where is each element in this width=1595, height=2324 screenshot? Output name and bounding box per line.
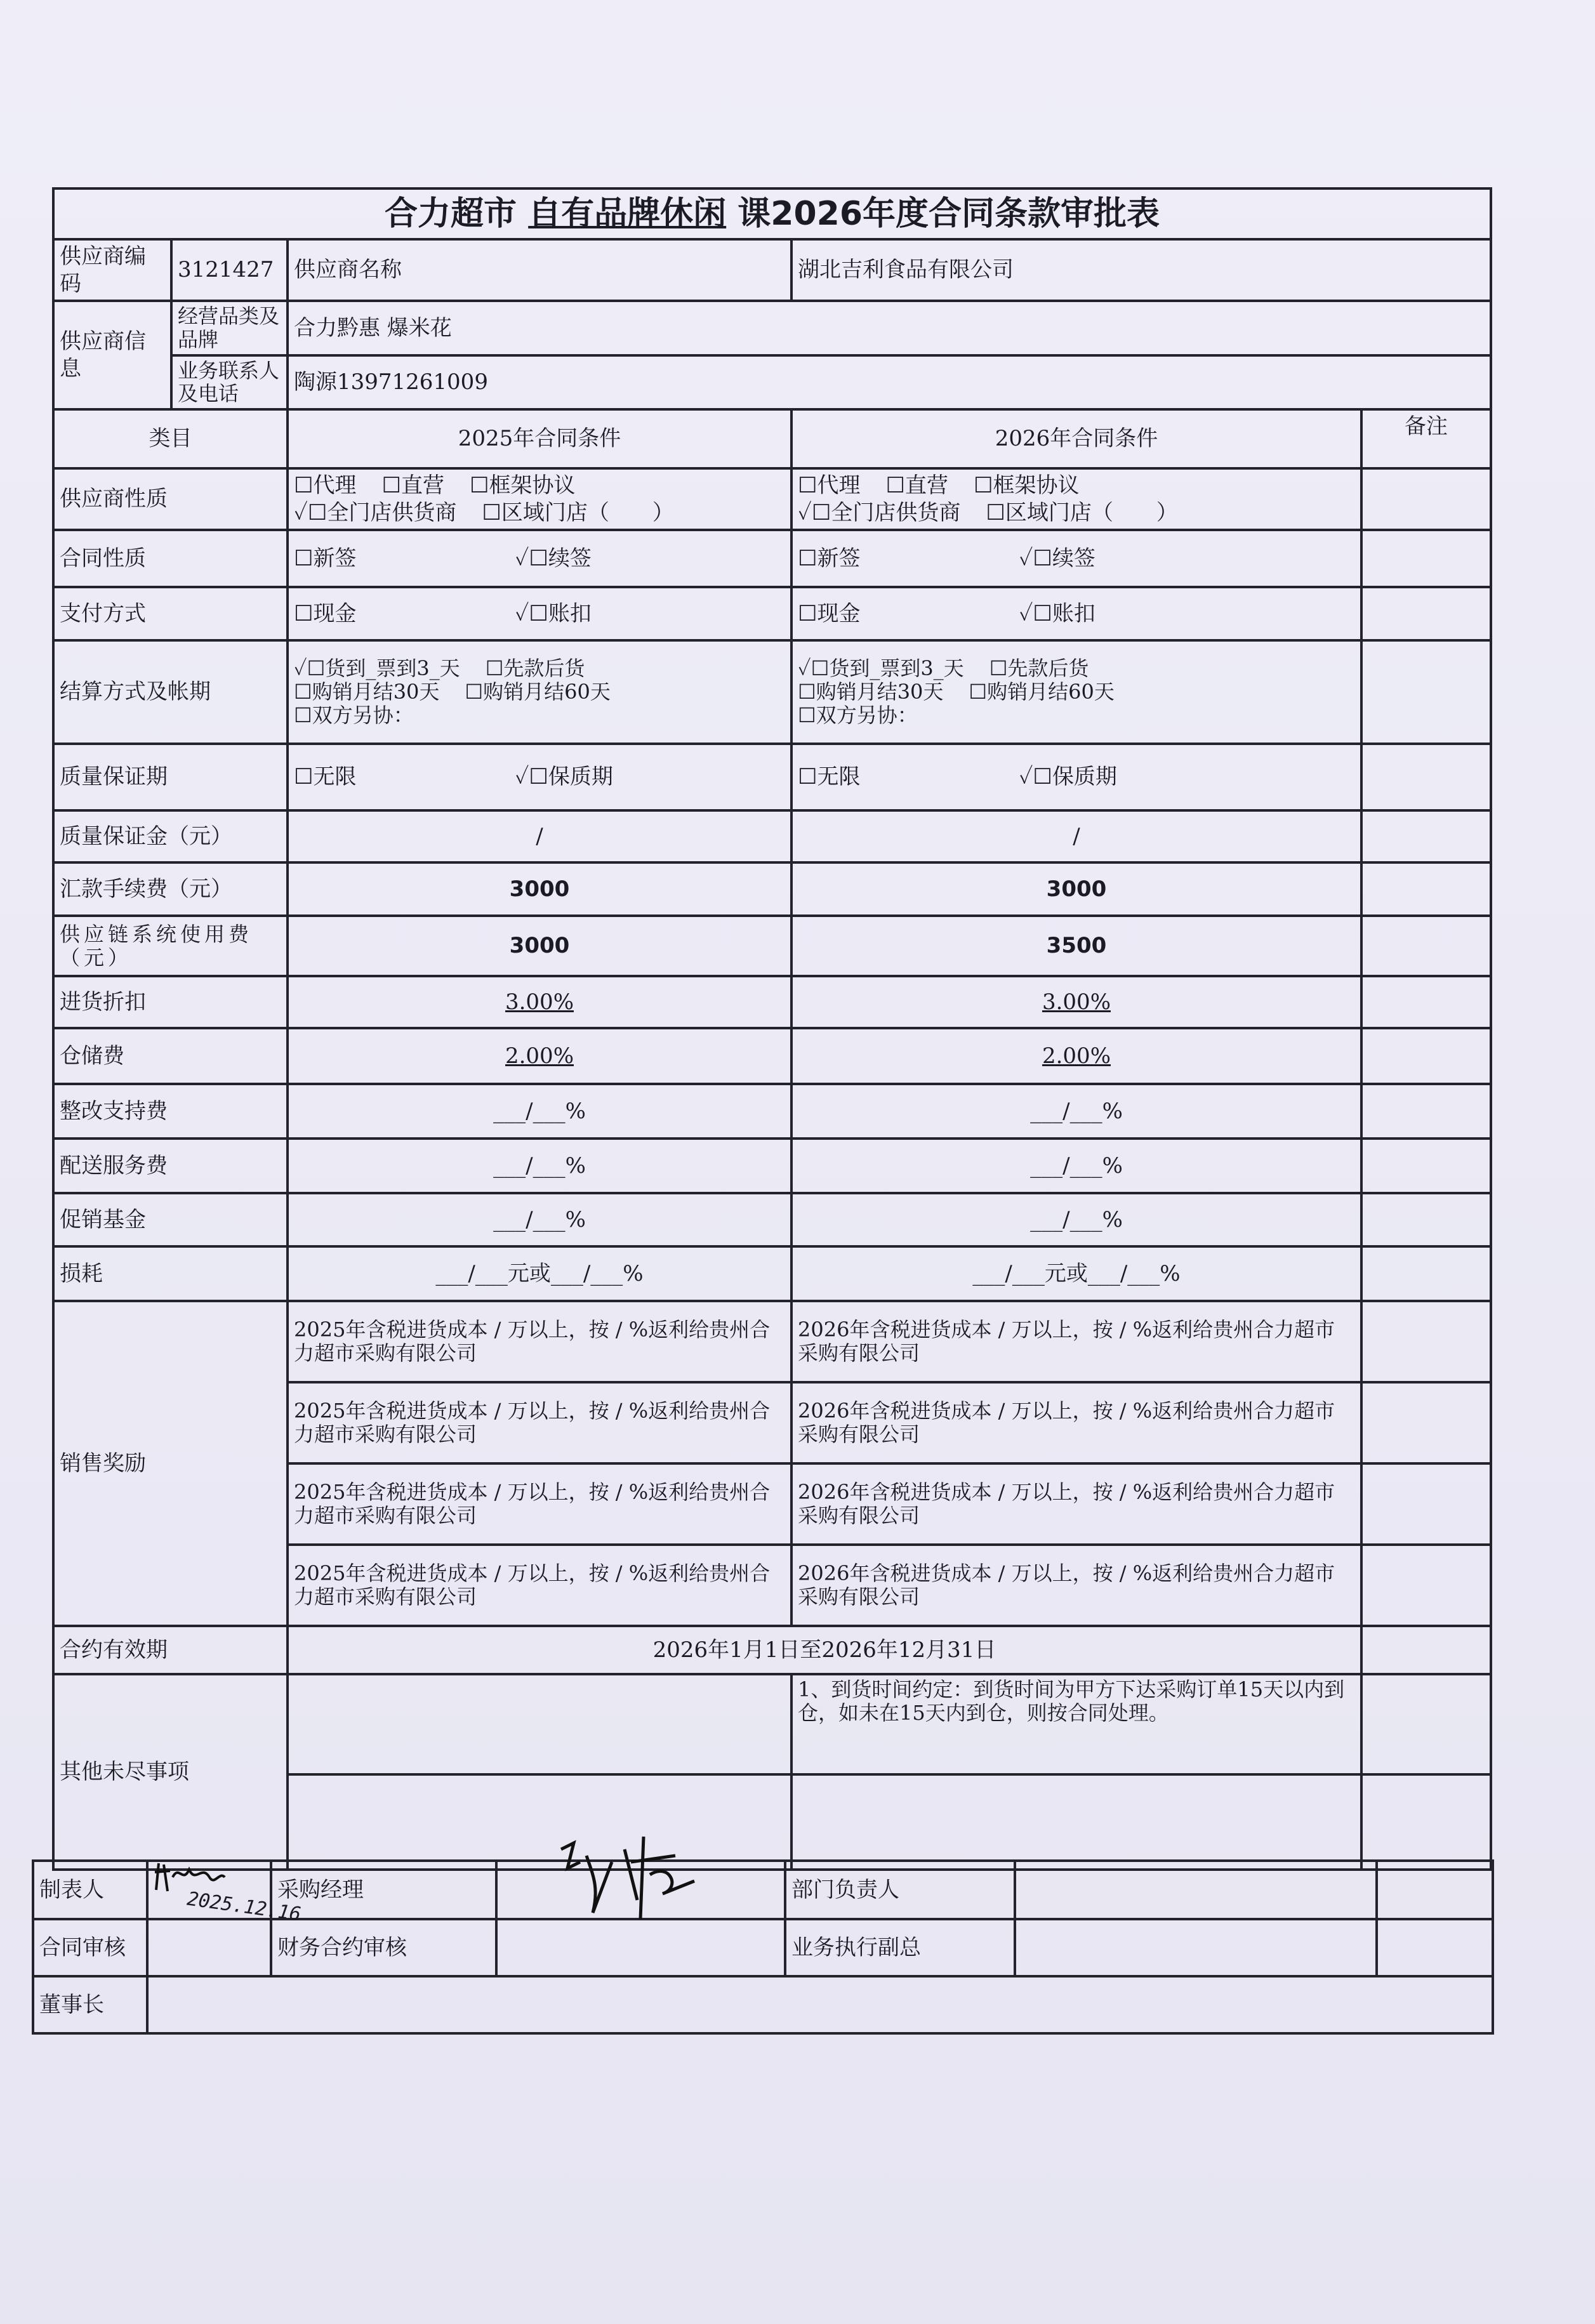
option-month-60[interactable]: ☐购销月结60天 [969, 680, 1115, 704]
quality-label: 质量保证期 [53, 744, 288, 810]
sales-tier-2026[interactable]: 2026年含税进货成本 / 万以上，按 / %返利给贵州合力超市采购有限公司 [791, 1382, 1361, 1463]
validity-value[interactable]: 2026年1月1日至2026年12月31日 [288, 1626, 1361, 1674]
contract-review-label: 合同审核 [33, 1919, 147, 1976]
deposit-2025[interactable]: / [288, 810, 791, 862]
discount-2026[interactable]: 3.00% [791, 976, 1361, 1028]
option-shelf-life[interactable]: ✓☐保质期 [515, 764, 613, 790]
brand-label: 经营品类及品牌 [171, 301, 288, 355]
nature-2025 [288, 468, 791, 530]
vp-signature[interactable] [1015, 1919, 1377, 1976]
nature-label: 供应商性质 [53, 468, 288, 530]
system-fee-2025[interactable]: 3000 [288, 916, 791, 976]
purchase-manager-signature[interactable] [496, 1861, 785, 1919]
remark-cell [1361, 916, 1491, 976]
option-deduct[interactable]: ✓☐账扣 [1019, 600, 1095, 626]
promo-fund-2025[interactable]: ___/___% [288, 1193, 791, 1246]
delivery-fee-label: 配送服务费 [53, 1139, 288, 1193]
form-title [53, 188, 1491, 239]
purchase-manager-label: 采购经理 [271, 1861, 496, 1919]
storage-2025[interactable]: 2.00% [288, 1028, 791, 1084]
supplier-info-label: 供应商信息 [53, 301, 171, 409]
remit-fee-2025[interactable]: 3000 [288, 862, 791, 916]
delivery-fee-2025[interactable]: ___/___% [288, 1139, 791, 1193]
supplier-code-label: 供应商编码 [53, 239, 171, 301]
promo-fund-2026[interactable]: ___/___% [791, 1193, 1361, 1246]
option-agent[interactable]: ☐代理 [798, 473, 861, 499]
option-framework[interactable]: ☐框架协议 [469, 473, 576, 499]
title-suffix: 课2026年度合同条款审批表 [738, 194, 1160, 233]
delivery-fee-2026[interactable]: ___/___% [791, 1139, 1361, 1193]
other-matters-label: 其他未尽事项 [53, 1674, 288, 1870]
rectify-fee-2025[interactable]: ___/___% [288, 1084, 791, 1139]
remark-cell [1361, 1028, 1491, 1084]
option-renew[interactable]: ✓☐续签 [1019, 545, 1095, 571]
option-negotiate[interactable]: ☐双方另协： [798, 703, 918, 728]
storage-label: 仓储费 [53, 1028, 288, 1084]
payment-label: 支付方式 [53, 587, 288, 640]
title-prefix: 合力超市 [385, 194, 517, 233]
maker-signature[interactable] [147, 1861, 303, 1926]
title-dept: 自有品牌休闲 [528, 194, 727, 233]
contact-value: 陶源13971261009 [288, 355, 1491, 410]
option-unlimited[interactable]: ☐无限 [798, 764, 861, 790]
option-framework[interactable]: ☐框架协议 [973, 473, 1080, 499]
option-cash[interactable]: ☐现金 [798, 600, 861, 626]
supplier-name: 湖北吉利食品有限公司 [791, 239, 1491, 301]
header-2026: 2026年合同条件 [791, 409, 1361, 468]
option-all-stores[interactable]: ✓☐全门店供货商 [294, 499, 457, 525]
dept-head-signature[interactable] [1015, 1861, 1377, 1919]
remark-cell [1361, 1382, 1491, 1463]
brand-value: 合力黔惠 爆米花 [288, 301, 1491, 355]
option-regional[interactable]: ☐区域门店（ ） [482, 499, 674, 525]
remark-cell [1361, 1301, 1491, 1382]
option-direct[interactable]: ☐直营 [381, 473, 444, 499]
remark-cell [1361, 810, 1491, 862]
remark-cell [1361, 1193, 1491, 1246]
option-invoice-days[interactable]: ✓☐货到_票到3_天 [294, 656, 460, 681]
remark-cell [1361, 1463, 1491, 1545]
option-cash[interactable]: ☐现金 [294, 600, 357, 626]
remark-cell [1361, 1674, 1491, 1774]
finance-review-label: 财务合约审核 [271, 1919, 496, 1976]
promo-fund-label: 促销基金 [53, 1193, 288, 1246]
option-shelf-life[interactable]: ✓☐保质期 [1019, 764, 1117, 790]
option-month-30[interactable]: ☐购销月结30天 [798, 680, 944, 704]
system-fee-2026[interactable]: 3500 [791, 916, 1361, 976]
manager-signature-scribble [548, 1824, 713, 1938]
remark-cell [1361, 1545, 1491, 1626]
remark-cell [1361, 1626, 1491, 1674]
deposit-label: 质量保证金（元） [53, 810, 288, 862]
signoff-table [32, 1859, 1494, 2035]
contract-review-signature[interactable] [147, 1919, 271, 1976]
settle-label: 结算方式及帐期 [53, 640, 288, 744]
sales-tier-2025[interactable]: 2025年含税进货成本 / 万以上，按 / %返利给贵州合力超市采购有限公司 [288, 1382, 791, 1463]
loss-2025[interactable]: ___/___元或___/___% [288, 1246, 791, 1301]
other-2025[interactable] [288, 1674, 791, 1774]
vp-label: 业务执行副总 [785, 1919, 1015, 1976]
header-category: 类目 [53, 409, 288, 468]
option-month-30[interactable]: ☐购销月结30天 [294, 680, 440, 704]
remark-cell [1377, 1919, 1493, 1976]
option-all-stores[interactable]: ✓☐全门店供货商 [798, 499, 961, 525]
remit-fee-2026[interactable]: 3000 [791, 862, 1361, 916]
discount-label: 进货折扣 [53, 976, 288, 1028]
other-2026-extra[interactable] [791, 1774, 1361, 1870]
remark-cell [1361, 862, 1491, 916]
remark-cell [1361, 976, 1491, 1028]
sales-tier-2025[interactable]: 2025年含税进货成本 / 万以上，按 / %返利给贵州合力超市采购有限公司 [288, 1463, 791, 1545]
deposit-2026[interactable]: / [791, 810, 1361, 862]
option-new[interactable]: ☐新签 [294, 545, 357, 571]
remark-cell [1361, 1084, 1491, 1139]
sales-tier-2026[interactable]: 2026年含税进货成本 / 万以上，按 / %返利给贵州合力超市采购有限公司 [791, 1463, 1361, 1545]
supplier-code: 3121427 [171, 239, 288, 301]
dept-head-label: 部门负责人 [785, 1861, 1015, 1919]
sales-tier-2026[interactable]: 2026年含税进货成本 / 万以上，按 / %返利给贵州合力超市采购有限公司 [791, 1545, 1361, 1626]
option-new[interactable]: ☐新签 [798, 545, 861, 571]
remark-cell [1361, 587, 1491, 640]
sales-tier-2026[interactable]: 2026年含税进货成本 / 万以上，按 / %返利给贵州合力超市采购有限公司 [791, 1301, 1361, 1382]
option-prepay[interactable]: ☐先款后货 [989, 656, 1089, 681]
storage-2026[interactable]: 2.00% [791, 1028, 1361, 1084]
supplier-name-label: 供应商名称 [288, 239, 791, 301]
remark-cell [1361, 1139, 1491, 1193]
sales-tier-2025[interactable]: 2025年含税进货成本 / 万以上，按 / %返利给贵州合力超市采购有限公司 [288, 1545, 791, 1626]
chairman-label: 董事长 [33, 1976, 147, 2033]
option-agent[interactable]: ☐代理 [294, 473, 357, 499]
contact-label: 业务联系人及电话 [171, 355, 288, 410]
sales-tier-2025[interactable]: 2025年含税进货成本 / 万以上，按 / %返利给贵州合力超市采购有限公司 [288, 1301, 791, 1382]
sales-incentive-label: 销售奖励 [53, 1301, 288, 1626]
option-invoice-days[interactable]: ✓☐货到_票到3_天 [798, 656, 964, 681]
option-direct[interactable]: ☐直营 [885, 473, 948, 499]
option-deduct[interactable]: ✓☐账扣 [515, 600, 592, 626]
rectify-fee-2026[interactable]: ___/___% [791, 1084, 1361, 1139]
remark-cell [1361, 1246, 1491, 1301]
remark-cell [1361, 744, 1491, 810]
contract-label: 合同性质 [53, 530, 288, 587]
validity-label: 合约有效期 [53, 1626, 288, 1674]
remark-cell [1361, 468, 1491, 530]
header-2025: 2025年合同条件 [288, 409, 791, 468]
remark-cell [1377, 1861, 1493, 1919]
remark-cell [1361, 640, 1491, 744]
option-negotiate[interactable]: ☐双方另协： [294, 703, 414, 728]
maker-date: 2025.12.16 [185, 1887, 303, 1926]
other-2025-extra[interactable] [288, 1774, 791, 1870]
discount-2025[interactable]: 3.00% [288, 976, 791, 1028]
option-unlimited[interactable]: ☐无限 [294, 764, 357, 790]
approval-table [52, 187, 1492, 1871]
loss-label: 损耗 [53, 1246, 288, 1301]
chairman-signature[interactable] [147, 1976, 1493, 2033]
other-2026[interactable]: 1、到货时间约定：到货时间为甲方下达采购订单15天以内到仓，如未在15天内到仓，则按合同处理。 [791, 1674, 1361, 1774]
option-prepay[interactable]: ☐先款后货 [485, 656, 585, 681]
header-remark: 备注 [1361, 409, 1491, 468]
option-regional[interactable]: ☐区域门店（ ） [986, 499, 1178, 525]
rectify-fee-label: 整改支持费 [53, 1084, 288, 1139]
remark-cell [1361, 1774, 1491, 1870]
loss-2026[interactable]: ___/___元或___/___% [791, 1246, 1361, 1301]
nature-2026 [791, 468, 1361, 530]
remark-cell [1361, 530, 1491, 587]
system-fee-label: 供应链系统使用费（元） [53, 916, 288, 976]
maker-label: 制表人 [33, 1861, 147, 1919]
option-renew[interactable]: ✓☐续签 [515, 545, 592, 571]
remit-fee-label: 汇款手续费（元） [53, 862, 288, 916]
option-month-60[interactable]: ☐购销月结60天 [465, 680, 611, 704]
